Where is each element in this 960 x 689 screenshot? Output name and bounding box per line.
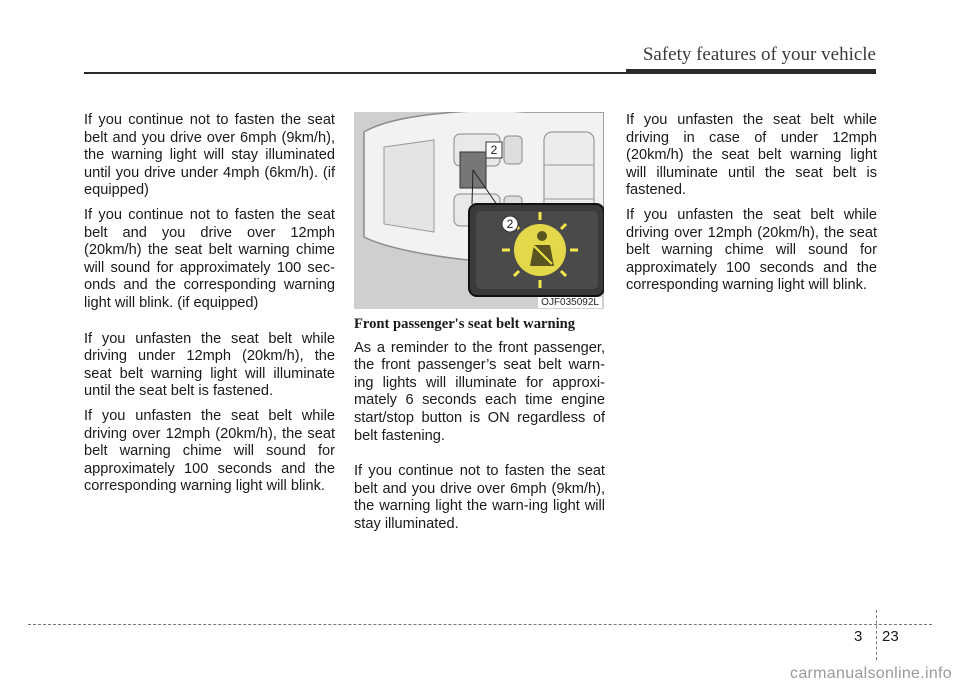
text-column-1 [84,112,335,503]
watermark[interactable]: carmanualsonline.info [790,665,952,682]
page-number: 23 [882,628,899,645]
car-top-view-illustration [354,112,604,309]
chapter-number: 3 [854,628,863,645]
paragraph: If you continue not to fasten the seat belt and you drive over 12mph (20km/h) the seat belt warning chime will sound for approximately 100 sec-onds and the corresponding warning light will blink. (if equipped) [84,206,335,311]
paragraph: If you unfasten the seat belt while driving over 12mph (20km/h), the seat belt warning chime will sound for approximately 100 seconds and the corresponding warning light will blink. [626,206,877,294]
paragraph: If you unfasten the seat belt while driving under 12mph (20km/h), the seat belt warning light will illuminate until the seat belt is fastened. [84,330,335,400]
section-heading: Front passenger's seat belt warning [354,316,576,332]
figure-code: OJF035092L [538,297,602,308]
seat-belt-figure [354,112,604,309]
callout-light-number: 2 [506,217,514,231]
header-title: Safety features of your vehicle [642,44,876,65]
paragraph: If you unfasten the seat belt while driving in case of under 12mph (20km/h) the seat belt warning light will illuminate until the seat belt is fastened. [626,112,877,199]
paragraph: If you continue not to fasten the seat belt and you drive over 6mph (9km/h), the warning light will stay illuminated until you drive under 4mph (6km/h). (if equipped) [84,112,335,199]
text-column-2 [354,316,605,541]
paragraph: As a reminder to the front passenger, the front passenger’s seat belt warn-ing lights will illuminate for approxi-mately 6 seconds each time engine start/stop button is ON regardless of belt fastening. [354,339,605,444]
paragraph: If you continue not to fasten the seat belt and you drive over 6mph (9km/h), the warning light the warn-ing light will stay illuminated. [354,463,605,532]
paragraph: If you unfasten the seat belt while driving over 12mph (20km/h), the seat belt warning chime will sound for approximately 100 seconds and the corresponding warning light will blink. [84,407,335,495]
header-rule-accent [626,69,876,74]
text-column-3 [626,112,877,302]
footer-rule [28,624,932,625]
footer-divider [876,610,877,660]
callout-seat-number: 2 [490,143,498,157]
